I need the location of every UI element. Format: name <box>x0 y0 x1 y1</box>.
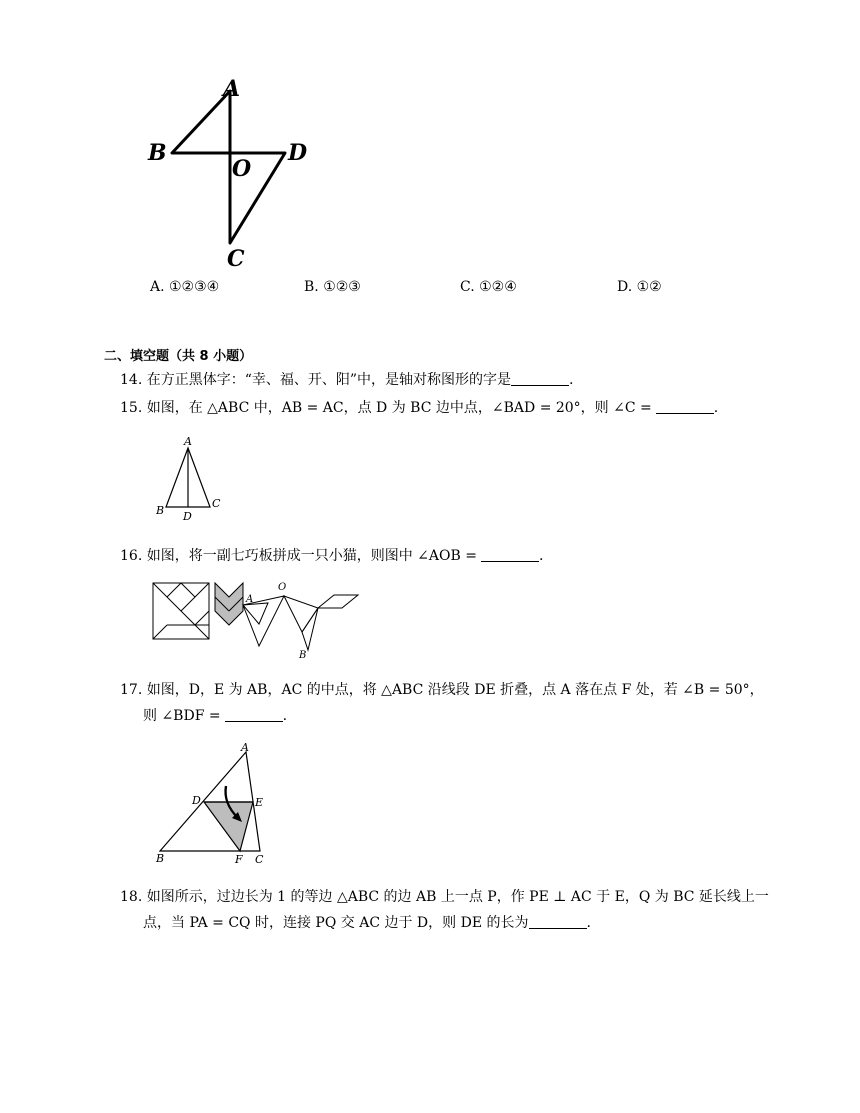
q15-text: 15. 如图，在 △ABC 中，AB = AC，点 D 为 BC 边中点，∠BAD = 20°，则 ∠C = <box>120 400 652 416</box>
cat-tail <box>318 595 358 608</box>
cat-leg <box>302 608 318 650</box>
label-a: A <box>246 594 254 605</box>
q15-answer-blank[interactable] <box>656 399 714 414</box>
label-d: D <box>183 510 192 523</box>
question-18-line-2 <box>143 913 591 933</box>
q14-end: . <box>569 372 574 388</box>
q16-text: 16. 如图，将一副七巧板拼成一只小猫，则图中 ∠AOB = <box>120 548 477 564</box>
label-c: C <box>227 246 245 272</box>
q16-end: . <box>538 548 544 564</box>
label-b: B <box>299 650 307 660</box>
figure-13-kite <box>140 76 320 276</box>
figure-15-triangle <box>150 434 230 524</box>
q13-option-b[interactable]: B. ①②③ <box>304 279 361 295</box>
section-title: 二、填空题（共 8 小题） <box>104 349 253 364</box>
q17-end: . <box>282 708 288 724</box>
q15-end: . <box>713 400 719 416</box>
cat-body-right <box>284 596 318 632</box>
q18-end: . <box>586 915 591 931</box>
question-17-line-1: 17. 如图，D，E 为 AB，AC 的中点，将 △ABC 沿线段 DE 折叠，点 A 落在点 F 处，若 ∠B = 50°， <box>120 682 764 698</box>
q16-answer-blank[interactable] <box>481 547 539 562</box>
label-a: A <box>241 741 249 754</box>
label-c: C <box>212 497 221 510</box>
question-17-line-2 <box>143 706 287 726</box>
label-b: B <box>156 852 165 865</box>
label-b: B <box>156 504 165 517</box>
label-o: O <box>278 582 287 593</box>
q14-text: 14. 在方正黑体字：“幸、福、开、阳”中，是轴对称图形的字是 <box>120 372 512 388</box>
question-14 <box>120 370 573 390</box>
label-f: F <box>235 853 243 866</box>
q18-text: 点，当 PA = CQ 时，连接 PQ 交 AC 边于 D，则 DE 的长为 <box>143 915 529 931</box>
figure-17-folded-triangle <box>148 740 278 868</box>
label-d: D <box>288 140 308 166</box>
question-18-line-1: 18. 如图所示，过边长为 1 的等边 △ABC 的边 AB 上一点 P，作 PE ⊥ AC 于 E，Q 为 BC 延长线上一 <box>120 889 769 905</box>
folded-triangle-def <box>204 802 253 851</box>
figure-16-tangram <box>148 578 368 660</box>
q13-option-c[interactable]: C. ①②④ <box>460 279 517 295</box>
label-c: C <box>255 853 264 866</box>
label-d: D <box>192 794 201 807</box>
label-o: O <box>232 156 252 182</box>
label-b: B <box>148 140 167 166</box>
q13-option-d[interactable]: D. ①② <box>617 279 662 295</box>
label-e: E <box>255 796 264 809</box>
cat-head <box>215 583 243 625</box>
q14-answer-blank[interactable] <box>511 371 569 386</box>
q17-answer-blank[interactable] <box>225 707 283 722</box>
q13-option-a[interactable]: A. ①②③④ <box>150 279 220 295</box>
question-16 <box>120 546 543 566</box>
q17-text: 则 ∠BDF = <box>143 708 221 724</box>
label-a: A <box>223 76 241 102</box>
label-a: A <box>184 435 192 448</box>
question-15 <box>120 398 718 418</box>
kite-outline <box>172 91 285 243</box>
q18-answer-blank[interactable] <box>529 914 587 929</box>
